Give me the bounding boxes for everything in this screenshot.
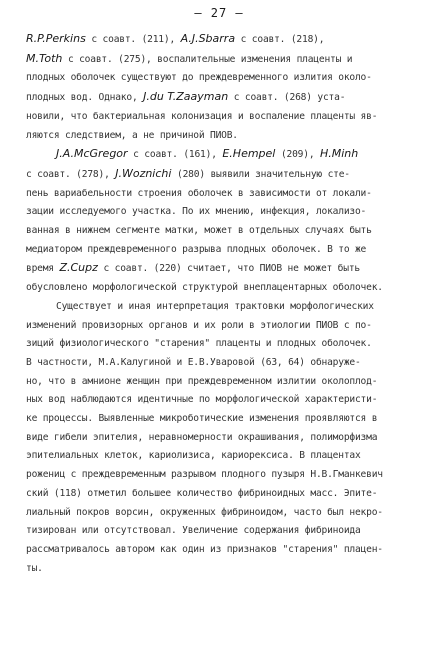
text-line (26, 485, 418, 504)
author-name: J.du T.Zaayman (143, 90, 229, 104)
text-line (26, 466, 418, 485)
text-segment: ский (118) отметил большее количество фибриноидных масс. Эпите- (26, 487, 378, 499)
text-line (26, 222, 418, 241)
text-segment: с соавт. (218), (235, 34, 325, 45)
author-name: J.A.McGregor (56, 147, 128, 161)
text-line (26, 317, 418, 336)
text-line (26, 541, 418, 560)
text-segment: виде гибели эпителия, неравномерности окрашивания, полиморфизма (26, 431, 378, 443)
text-segment: но, что в амнионе женщин при преждевременном излитии околоплод- (26, 375, 378, 387)
text-segment: (209), (275, 149, 320, 161)
text-line (26, 185, 418, 204)
text-line (26, 279, 418, 298)
text-line (26, 108, 418, 127)
page-number: – 27 – (194, 6, 244, 20)
text-line (26, 127, 418, 146)
text-segment: зиций физиологического "старения" плаценты и плодных оболочек. (26, 338, 372, 350)
text-segment: эпителиальных клеток, кариолизиса, кариорексиса. В плацентах (26, 450, 361, 462)
text-line (26, 165, 418, 185)
text-segment: с соавт. (220) считает, что ПИОВ не может быть (97, 263, 360, 275)
text-line (26, 50, 418, 70)
text-line (26, 560, 418, 579)
author-name: E.Hempel (222, 147, 276, 161)
text-segment: тизирован или отсутствовал. Увеличение содержания фибриноида (26, 525, 361, 537)
text-segment: время (26, 263, 60, 275)
author-name: Z.Cupz (59, 261, 98, 275)
text-line (26, 391, 418, 410)
text-segment: лиальный покров ворсин, окруженных фибриноидом, часто был некро- (26, 506, 383, 518)
text-line (26, 373, 418, 392)
text-segment: медиатором преждевременного разрыва плодных оболочек. В то же (26, 243, 367, 255)
author-name: A.J.Sbarra (180, 32, 236, 45)
text-segment: с соавт. (275), воспалительные изменения плаценты и (62, 53, 353, 65)
text-line (26, 354, 418, 373)
text-segment: плодных вод. Однако, (26, 92, 144, 104)
author-name: H.Minh (319, 147, 359, 161)
text-line (26, 335, 418, 354)
paragraph (26, 145, 418, 298)
text-line (26, 145, 418, 165)
text-line (26, 30, 418, 50)
text-line (26, 298, 418, 317)
text-line (26, 69, 418, 88)
text-segment: изменений провизорных органов и их роли в этиологии ПИОВ с по- (26, 319, 372, 331)
author-name: J.Woznichi (115, 166, 172, 180)
author-name: R.P.Perkins (26, 32, 86, 45)
text-segment: ты. (26, 562, 43, 574)
text-line (26, 88, 418, 108)
text-segment: (280) выявили значительную сте- (171, 168, 350, 180)
author-name: M.Toth (26, 51, 63, 65)
text-segment: В частности, М.А.Калугиной и Е.В.Уваровой (63, 64) обнаруже- (26, 356, 361, 368)
text-segment: плодных оболочек существуют до преждевременного излития около- (26, 72, 372, 84)
text-segment: с соавт. (278), (26, 168, 116, 180)
text-segment: с соавт. (161), (127, 149, 223, 161)
paragraph (26, 30, 418, 145)
body-text (26, 30, 418, 578)
text-segment: обусловлено морфологической структурой внеплацентарных оболочек. (26, 282, 383, 294)
text-line (26, 522, 418, 541)
text-segment: рассматривалось автором как один из признаков "старения" плацен- (26, 543, 383, 555)
text-segment: ляются следствием, а не причиной ПИОВ. (26, 129, 238, 141)
text-segment: с соавт. (211), (85, 34, 181, 45)
text-segment: ке процессы. Выявленные микроботические изменения проявляются в (26, 413, 378, 425)
text-line (26, 410, 418, 429)
text-line (26, 504, 418, 523)
text-segment: зации исследуемого участка. По их мнению, инфекция, локализо- (26, 206, 367, 218)
text-segment: ванная в нижнем сегменте матки, может в отдельных случаях быть (26, 225, 372, 237)
text-segment: рожениц с преждевременным разрывом плодного пузыря Н.В.Гманкевич (26, 469, 383, 481)
paragraph (26, 298, 418, 579)
text-segment: ных вод наблюдаются идентичные по морфологической характеристи- (26, 394, 378, 406)
text-segment: новили, что бактериальная колонизация и воспаление плаценты яв- (26, 110, 378, 122)
text-segment: с соавт. (268) уста- (228, 92, 346, 104)
text-line (26, 429, 418, 448)
text-line (26, 241, 418, 260)
text-line (26, 259, 418, 279)
text-line (26, 203, 418, 222)
text-line (26, 447, 418, 466)
text-segment: Существует и иная интерпретация трактовки морфологических (56, 300, 374, 312)
text-segment: пень вариабельности строения оболочек в зависимости от локали- (26, 187, 372, 199)
